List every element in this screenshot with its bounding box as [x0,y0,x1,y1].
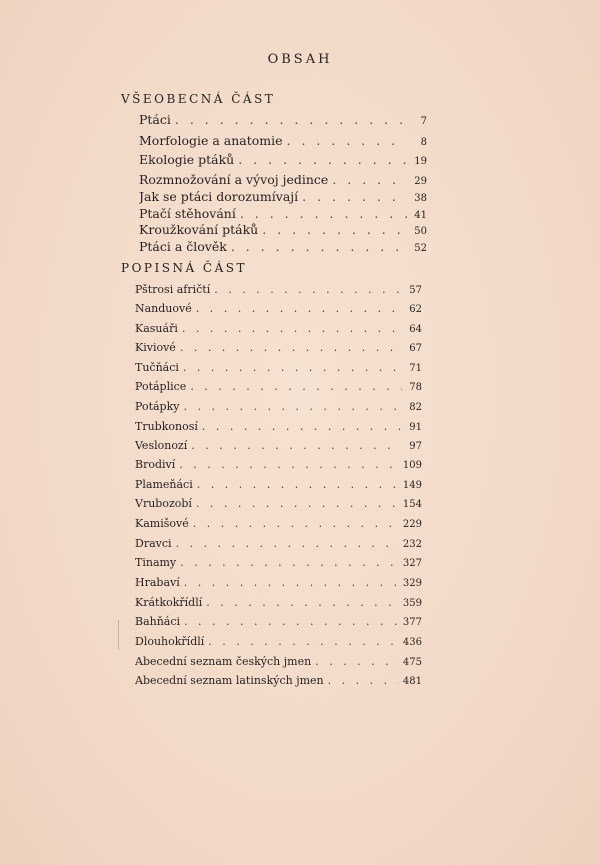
toc-entry-page: 7 [420,116,427,127]
toc-entry-label: Abecední seznam latinských jmen [135,674,324,687]
toc-entry-page: 8 [420,137,427,148]
toc-entry [139,112,427,127]
toc-entry-label: Veslonozí [135,439,188,452]
dot-leader [208,635,399,648]
toc-entry [135,635,422,648]
dot-leader [287,133,407,148]
toc-entry [135,517,422,530]
toc-entry [135,596,422,609]
toc-entry-page: 19 [414,156,427,167]
toc-entry-page: 71 [409,363,422,374]
toc-entry [139,152,427,167]
toc-entry-label: Trubkonosí [135,420,198,433]
toc-entry [135,302,422,315]
toc-entry-label: Kamišové [135,517,189,530]
dot-leader [202,420,402,433]
toc-entry-page: 475 [402,657,422,668]
toc-entry-page: 154 [402,499,422,510]
toc-entry [135,420,422,433]
toc-entry-page: 377 [402,617,422,628]
toc-entry [135,615,422,628]
toc-entry-page: 329 [402,578,422,589]
dot-leader [176,537,399,550]
dot-leader [197,478,399,491]
dot-leader [240,206,407,221]
toc-entry-page: 38 [414,193,427,204]
dot-leader [190,380,402,393]
toc-entry-label: Potáplice [135,380,187,393]
toc-entry [135,361,422,374]
toc-entry [135,537,422,550]
toc-entry-page: 91 [409,422,422,433]
toc-entry-label: Plameňáci [135,478,193,491]
margin-mark [118,620,119,650]
toc-entry-label: Kroužkování ptáků [139,222,259,237]
dot-leader [183,400,402,413]
dot-leader [231,239,407,254]
toc-entry [135,439,422,452]
dot-leader [193,517,399,530]
dot-leader [183,361,402,374]
toc-entry-label: Vrubozobí [135,497,192,510]
toc-entry-page: 41 [414,210,427,221]
toc-entry-label: Kiviové [135,341,176,354]
toc-entry-page: 97 [409,441,422,452]
dot-leader [191,439,402,452]
toc-entry-page: 67 [409,343,422,354]
toc-entry [135,655,422,668]
toc-entry-label: Nanduové [135,302,192,315]
toc-entry [135,497,422,510]
toc-entry-page: 149 [402,480,422,491]
toc-entry [135,556,422,569]
toc-entry [139,222,427,237]
toc-entry [139,189,427,204]
toc-entry [135,478,422,491]
toc-entry-label: Pštrosi afričtí [135,283,211,296]
toc-entry-label: Potápky [135,400,180,413]
toc-entry-label: Rozmnožování a vývoj jedince [139,172,329,187]
dot-leader [184,576,399,589]
toc-entry-page: 29 [414,176,427,187]
toc-entry-label: Dlouhokřídlí [135,635,205,648]
page-title: OBSAH [267,52,333,67]
toc-entry-label: Tinamy [135,556,177,569]
dot-leader [196,497,399,510]
toc-entry [135,400,422,413]
toc-entry-label: Jak se ptáci dorozumívají [139,189,299,204]
toc-entry-label: Brodiví [135,458,176,471]
toc-entry-page: 359 [402,598,422,609]
toc-entry-page: 481 [402,676,422,687]
dot-leader [182,322,402,335]
toc-entry-page: 50 [414,226,427,237]
toc-entry [135,322,422,335]
toc-entry-page: 62 [409,304,422,315]
dot-leader [180,341,402,354]
toc-entry-page: 436 [402,637,422,648]
toc-entry [139,172,427,187]
dot-leader [206,596,399,609]
dot-leader [214,283,402,296]
toc-entry [135,380,422,393]
dot-leader [184,615,399,628]
toc-entry-label: Kasuáři [135,322,178,335]
toc-entry [135,458,422,471]
toc-entry-page: 78 [409,382,422,393]
dot-leader [238,152,407,167]
toc-entry-label: Hrabaví [135,576,180,589]
toc-entry-page: 64 [409,324,422,335]
toc-entry [139,206,427,221]
toc-entry-label: Ptáci a člověk [139,239,227,254]
toc-entry-label: Dravci [135,537,172,550]
toc-entry-label: Krátkokřídlí [135,596,203,609]
toc-entry-page: 327 [402,558,422,569]
toc-entry-label: Abecední seznam českých jmen [135,655,312,668]
toc-entry [135,674,422,687]
section-heading-general: VŠEOBECNÁ ČÁST [121,92,276,106]
toc-entry-page: 109 [402,460,422,471]
toc-entry-page: 229 [402,519,422,530]
toc-entry-page: 232 [402,539,422,550]
toc-entry-label: Bahňáci [135,615,181,628]
section-heading-descriptive: POPISNÁ ČÁST [121,261,247,275]
dot-leader [175,112,407,127]
dot-leader [328,674,399,687]
toc-entry [135,283,422,296]
toc-entry-page: 82 [409,402,422,413]
dot-leader [179,458,399,471]
toc-entry [135,576,422,589]
dot-leader [196,302,402,315]
toc-entry-page: 52 [414,243,427,254]
dot-leader [302,189,407,204]
toc-entry-page: 57 [409,285,422,296]
dot-leader [332,172,407,187]
toc-entry [135,341,422,354]
dot-leader [262,222,407,237]
dot-leader [315,655,399,668]
toc-entry-label: Morfologie a anatomie [139,133,283,148]
toc-entry-label: Ptáci [139,112,171,127]
toc-entry-label: Ptačí stěhování [139,206,236,221]
toc-entry-label: Tučňáci [135,361,179,374]
toc-entry [139,133,427,148]
toc-entry [139,239,427,254]
toc-entry-label: Ekologie ptáků [139,152,235,167]
dot-leader [180,556,399,569]
